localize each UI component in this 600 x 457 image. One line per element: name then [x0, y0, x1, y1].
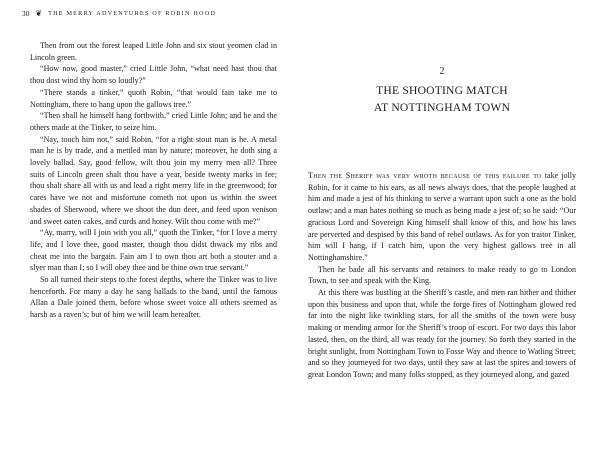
right-page — [300, 0, 600, 457]
left-text-block — [30, 40, 277, 321]
chapter-title-line: THE SHOOTING MATCH — [376, 84, 508, 97]
paragraph: “Then shall he himself hang forthwith,” cried Little John; and he and the others made at the Tinker, to seize him. — [30, 111, 277, 132]
paragraph: At this there was bustling at the Sheriff’s castle, and men ran hither and thither upon this business and upon that, while the forge fires of Nottingham glowed red far into the night like twinkling stars, for all the smiths of the town were busy making or mending armor for the Sheriff’s troop of escort. For two days this labor lasted, then, on the third, all was ready for the journey. So forth they started in the bright sunlight, from Nottingham Town to Fosse Way and thence to Watling Street; and so they journeyed for two days, until they saw at last the spires and towers of great London Town; and many folks stopped, as they journeyed along, and gazed — [308, 288, 576, 379]
paragraph: So all turned their steps to the forest depths, where the Tinker was to live henceforth. For many a day he sang ballads to the band, until the famous Allan a Dale joined them, before whose sweet voice all others seemed as harsh as a raven’s; but of him we will learn hereafter. — [30, 275, 277, 320]
paragraph: Then from out the forest leaped Little John and six stout yeomen clad in Lincoln green. — [30, 41, 277, 62]
paragraph: “How now, good master,” cried Little John, “what need hast thou that thou dost wind thy horn so loudly?” — [30, 64, 277, 86]
running-head — [22, 9, 216, 18]
opening-smallcaps: Then the Sheriff was very wroth because of this failure to — [308, 171, 542, 180]
chapter-title — [300, 82, 584, 116]
opening-text: take jolly Robin, for it came to his ears, as all news always does, that the people laughed at him and made a jest of his thinking to serve a warrant upon such a one as the bold outlaw; and a man hates nothing so much as being made a jest of; so he said: “Our gracious Lord and Sovereign King himself shall know of this, and how his laws are perverted and despised by this band of rebel outlaws. As for yon traitor Tinker, him will I hang, if I catch him, upon the very highest gallows tree in all Nottinghamshire.” — [308, 171, 576, 262]
page-number: 30 — [22, 9, 30, 18]
fleuron-icon: ❦ — [35, 9, 43, 18]
chapter-number: 2 — [439, 66, 445, 77]
paragraph: “There stands a tinker,” quoth Robin, “that would fain take me to Nottingham, there to hang upon the gallows tree.” — [30, 87, 277, 109]
right-text-block — [308, 170, 576, 381]
running-head-title: THE MERRY ADVENTURES OF ROBIN HOOD — [48, 10, 217, 17]
paragraph: “Nay, touch him not,” said Robin, “for a right stout man is he. A metal man he is by trade, and a mettled man by nature; moreover, he doth sing a lovely ballad. Say, good fellow, wilt thou join my merry men all? Three suits of Lincoln green shalt thou have a year, beside twenty marks in fee; thou shalt share all with us and lead a right merry life in the greenwood; for cares have we not and misfortune cometh not upon us within the sweet shades of Sherwood, where we shoot the dun deer, and feed upon venison and sweet oaten cakes, and curds and honey. Wilt thou come with me?” — [30, 134, 277, 226]
chapter-title-line: AT NOTTINGHAM TOWN — [373, 101, 511, 114]
opening-paragraph — [308, 170, 576, 264]
paragraph: Then he bade all his servants and retainers to make ready to go to London Town, to see and speak with the King. — [308, 264, 576, 286]
paragraph: “Ay, marry, will I join with you all,” quoth the Tinker, “for I love a merry life, and I love thee, good master, though thou didst thwack my ribs and cheat me into the bargain. Fain am I to own thou art both a stouter and a slyer man than I; so I will obey thee and be thine own true servant.” — [30, 228, 277, 273]
